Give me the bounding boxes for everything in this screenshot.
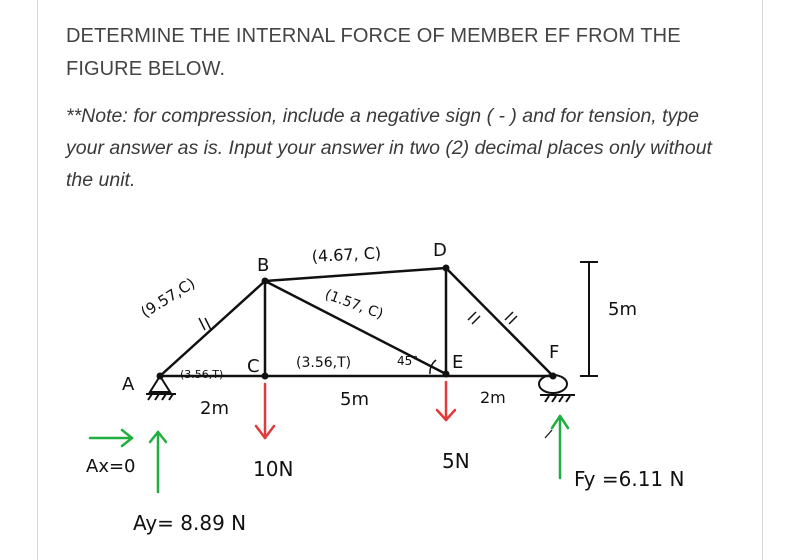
label-node-d: D [433,240,447,261]
question-line-2: FIGURE BELOW. [66,58,226,80]
label-ay: Ay= 8.89 N [133,511,247,535]
reaction-arrows [90,416,568,492]
label-node-e: E [452,352,464,373]
member-be [265,281,446,374]
joint-d [443,265,450,272]
question-line-1: DETERMINE THE INTERNAL FORCE OF MEMBER EF FROM THE [66,25,681,47]
label-be-force: (1.57, C) [322,286,386,323]
joint-b [262,278,269,285]
tick-marks [199,312,517,330]
label-ax: Ax=0 [86,456,136,477]
joint-c [262,373,269,380]
truss-members [160,268,553,376]
label-load-e: 5N [442,449,470,473]
note-line-1: **Note: for compression, include a negative sign ( - ) and for tension, type [66,105,699,127]
note-line-3: the unit. [66,169,136,191]
label-ab-force: (9.57,C) [137,274,199,322]
truss-joints [157,265,560,380]
label-span-mid: 5m [340,389,369,410]
label-node-b: B [257,255,270,276]
height-dimension [580,262,598,376]
label-node-a: A [122,374,135,395]
label-load-c: 10N [253,457,294,481]
label-angle: 45° [397,354,419,368]
label-node-f: F [549,342,560,363]
support-f [539,375,575,402]
label-fy: Fy =6.11 N [574,467,685,491]
label-height: 5m [608,299,637,320]
label-span-left: 2m [200,398,229,419]
label-bd-force: (4.67, C) [311,243,382,266]
note-line-2: your answer as is. Input your answer in two (2) decimal places only without [66,137,712,159]
label-span-right: 2m [480,388,506,407]
label-ce-force: (3.56,T) [296,355,352,371]
member-bd [265,268,446,281]
label-node-c: C [247,356,260,377]
label-bc-force: (3.56,T) [180,368,224,381]
joint-e [443,371,450,378]
support-a [146,376,176,400]
